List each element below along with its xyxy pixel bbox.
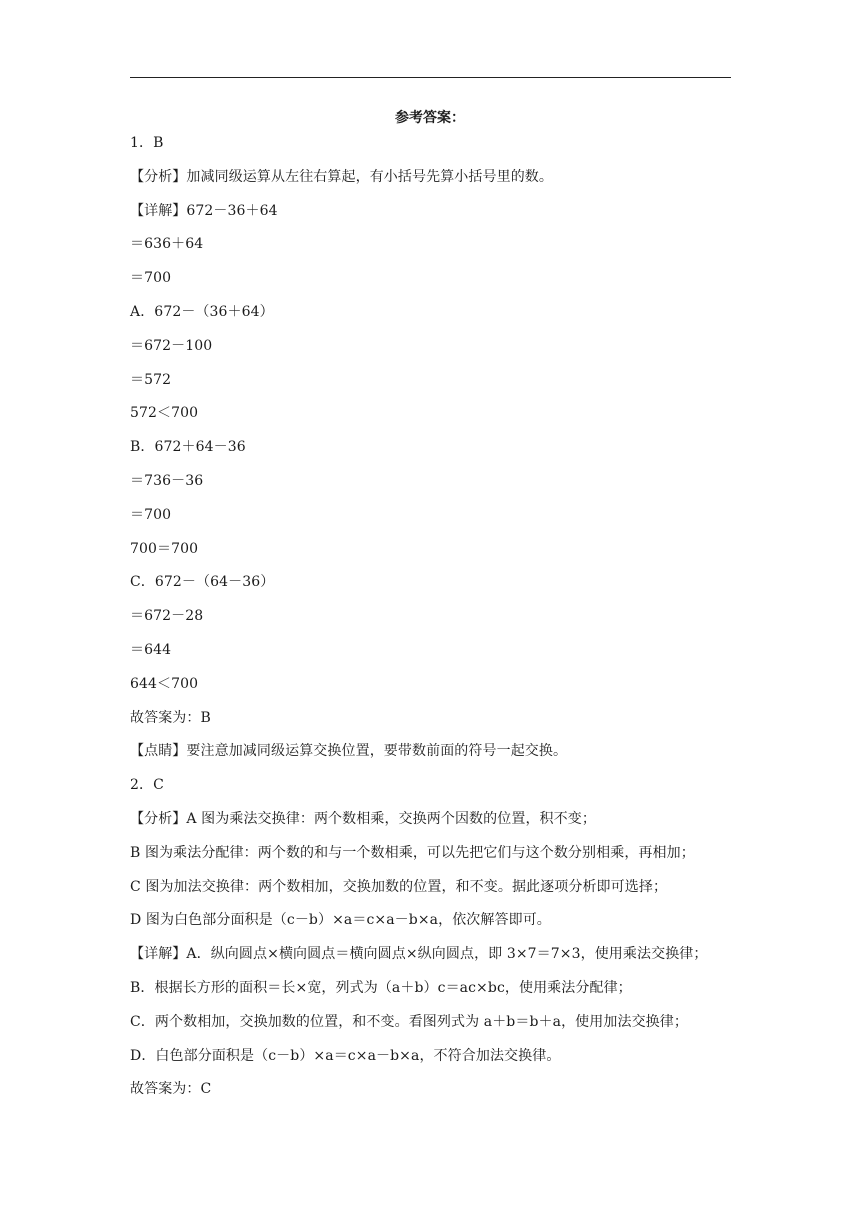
text-line: 【分析】A 图为乘法交换律：两个数相乘，交换两个因数的位置，积不变； [130, 810, 596, 827]
text-line: 644＜700 [130, 675, 199, 692]
text-line: C．两个数相加，交换加数的位置，和不变。看图列式为 a＋b＝b＋a，使用加法交换律； [130, 1013, 688, 1030]
header-rule [130, 77, 731, 78]
text-line: ＝644 [130, 641, 172, 658]
text-line: 故答案为：B [130, 709, 211, 726]
text-line: ＝736－36 [130, 472, 204, 489]
text-line: 【点睛】要注意加减同级运算交换位置，要带数前面的符号一起交换。 [130, 743, 568, 760]
text-line: 【详解】A．纵向圆点×横向圆点＝横向圆点×纵向圆点，即 3×7＝7×3，使用乘法交换律； [130, 946, 708, 963]
text-line: D．白色部分面积是（c－b）×a＝c×a－b×a，不符合加法交换律。 [130, 1047, 561, 1064]
text-line: 700＝700 [130, 540, 199, 557]
text-line: 【分析】加减同级运算从左往右算起，有小括号先算小括号里的数。 [130, 168, 553, 185]
text-line: ＝572 [130, 371, 172, 388]
text-line: 【详解】672－36＋64 [130, 202, 278, 219]
text-line: C．672－（64－36） [130, 574, 275, 591]
text-line: 故答案为：C [130, 1081, 212, 1098]
text-line: D 图为白色部分面积是（c－b）×a＝c×a－b×a，依次解答即可。 [130, 912, 551, 929]
text-line: ＝672－28 [130, 608, 204, 625]
text-line: ＝700 [130, 270, 172, 287]
text-line: 1．B [130, 135, 164, 151]
text-line: C 图为加法交换律：两个数相加，交换加数的位置，和不变。据此逐项分析即可选择； [130, 878, 668, 895]
text-line: ＝700 [130, 506, 172, 523]
text-line: ＝636＋64 [130, 236, 204, 253]
text-line: 572＜700 [130, 405, 199, 422]
text-line: B 图为乘法分配律：两个数的和与一个数相乘，可以先把它们与这个数分别相乘，再相加； [130, 844, 695, 861]
text-line: B．672＋64－36 [130, 439, 246, 456]
answer-body [130, 132, 730, 1112]
text-line: ＝672－100 [130, 337, 213, 354]
text-line: 2．C [130, 777, 164, 794]
page-title: 参考答案： [395, 110, 465, 126]
text-line: B．根据长方形的面积＝长×宽，列式为（a＋b）c＝ac×bc，使用乘法分配律； [130, 979, 632, 996]
text-line: A．672－（36＋64） [130, 303, 274, 320]
